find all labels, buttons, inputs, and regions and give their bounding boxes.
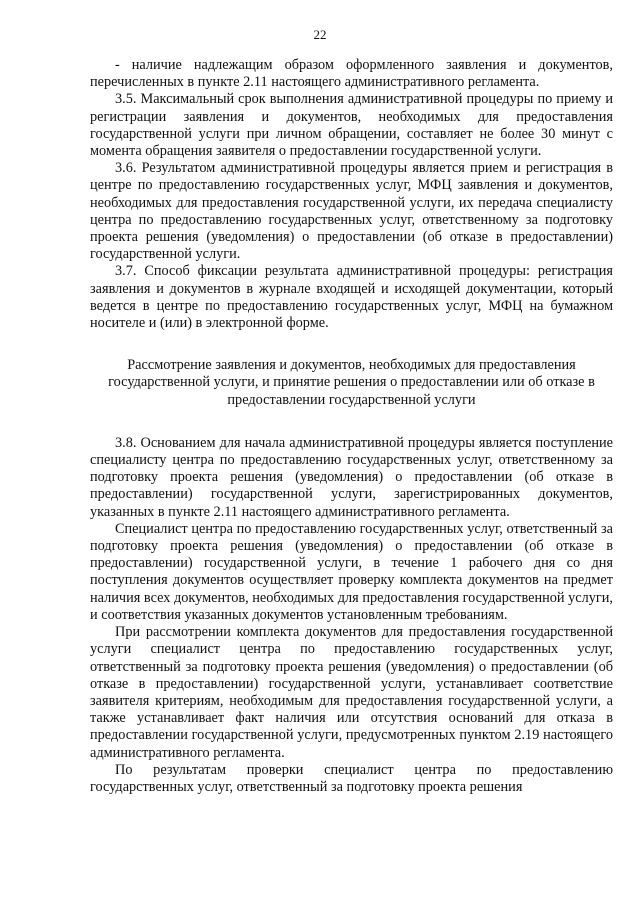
- section-heading: [90, 357, 613, 409]
- paragraph-specialist-check: Специалист центра по предоставлению государственных услуг, ответственный за подготовку проекта решения (уведомления) о предоставлении (об отказе в предоставлении) государственной услуги, в течение 1 рабочего дня со дня поступления документов осуществляет проверку комплекта документов на предмет наличия всех документов, необходимых для предоставления государственной услуги, и соответствия указанных документов установленным требованиям.: [90, 520, 613, 623]
- paragraph-results: По результатам проверки специалист центра по предоставлению государственных услуг, ответственный за подготовку проекта решения: [90, 761, 613, 795]
- document-body: [90, 57, 613, 796]
- page-number: 22: [313, 27, 327, 42]
- section-heading-line: государственной услуги, и принятие решения о предоставлении или об отказе в: [108, 374, 595, 391]
- paragraph-list-item: - наличие надлежащим образом оформленного заявления и документов, перечисленных в пункте 2.11 настоящего административного регламента.: [90, 57, 613, 91]
- paragraph-3-8: 3.8. Основанием для начала административной процедуры является поступление специалисту центра по предоставлению государственных услуг, ответственному за подготовку проекта решения (уведомления) о предоставлении (об отказе в предоставлении) государственной услуги, зарегистрированных документов, указанных в пункте 2.11 настоящего административного регламента.: [90, 434, 613, 520]
- section-heading-line: Рассмотрение заявления и документов, необходимых для предоставления: [127, 357, 576, 374]
- paragraph-3-5: 3.5. Максимальный срок выполнения административной процедуры по приему и регистрации заявления и документов, необходимых для предоставления государственной услуги при личном обращении, составляет не более 30 минут с момента обращения заявителя о предоставлении государственной услуги.: [90, 91, 613, 160]
- paragraph-3-6: 3.6. Результатом административной процедуры является прием и регистрация в центре по предоставлению государственных услуг, МФЦ заявления и документов, необходимых для предоставления государственной услуги, их передача специалисту центра по предоставлению государственных услуг, ответственному за подготовку проекта решения (уведомления) о предоставлении (об отказе в предоставлении) государственной услуги.: [90, 160, 613, 263]
- paragraph-review: При рассмотрении комплекта документов для предоставления государственной услуги специалист центра по предоставлению государственных услуг, ответственный за подготовку проекта решения (уведомления) о предоставлении (об отказе в предоставлении) государственной услуги, устанавливает соответствие заявителя критериям, необходимым для предоставления государственной услуги, а также устанавливает факт наличия или отсутствия оснований для отказа в предоставлении государственной услуги, предусмотренных пунктом 2.19 настоящего административного регламента.: [90, 624, 613, 761]
- section-heading-line: предоставлении государственной услуги: [227, 391, 476, 408]
- paragraph-3-7: 3.7. Способ фиксации результата административной процедуры: регистрация заявления и документов в журнале входящей и исходящей документации, который ведется в центре по предоставлению государственных услуг, МФЦ на бумажном носителе и (или) в электронной форме.: [90, 263, 613, 332]
